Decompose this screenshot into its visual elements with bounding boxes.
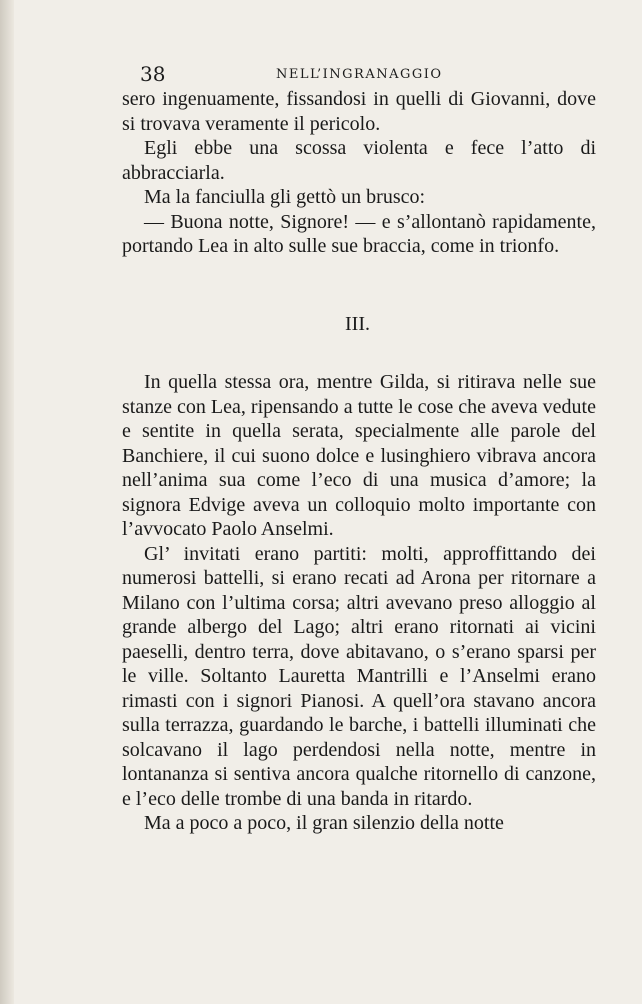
running-title: NELL’INGRANAGGIO [276, 67, 443, 82]
paragraph: In quella stessa ora, mentre Gilda, si ritirava nelle sue stanze con Lea, ripensando a tutte le cose che aveva vedute e sentite in quella serata, specialmente alle parole del Banchiere, il cui suono dolce e lusinghiero vibrava ancora nell’anima sua come l’eco di una musica d’amore; la signora Edvige aveva un colloquio molto importante con l’avvocato Paolo Anselmi. [122, 371, 596, 540]
paragraph: Ma la fanciulla gli gettò un brusco: [144, 186, 426, 208]
paragraph: Gl’ invitati erano partiti: molti, approffittando dei numerosi battelli, si erano recati ad Arona per ritornare a Milano con l’ultima corsa; altri avevano preso alloggio al grande albergo del Lago; altri erano ritornati ai vicini paeselli, dentro terra, dove abitavano, o s’erano sparsi per le ville. Soltanto Lauretta Mantrilli e l’Anselmi erano rimasti con i signori Pianosi. A quell’ora stavano ancora sulla terrazza, guardando le barche, i battelli illuminati che solcavano il lago perdendosi nella notte, mentre in lontananza si sentiva ancora qualche ritornello di canzone, e l’eco delle trombe di una banda in ritardo. [122, 542, 596, 810]
page-left-edge [0, 0, 14, 1004]
paragraph: Ma a poco a poco, il gran silenzio della notte [144, 812, 504, 834]
section-number: III. [345, 313, 370, 335]
paragraph: sero ingenuamente, fissandosi in quelli di Giovanni, dove si trovava veramente il pericolo. [122, 88, 596, 135]
text-block-bottom [122, 370, 596, 836]
paragraph: — Buona notte, Signore! — e s’allontanò rapidamente, portando Lea in alto sulle sue braccia, come in trionfo. [122, 210, 596, 257]
paragraph: Egli ebbe una scossa violenta e fece l’atto di abbracciarla. [122, 137, 596, 184]
page-number: 38 [140, 62, 166, 86]
text-block-top [122, 87, 596, 259]
